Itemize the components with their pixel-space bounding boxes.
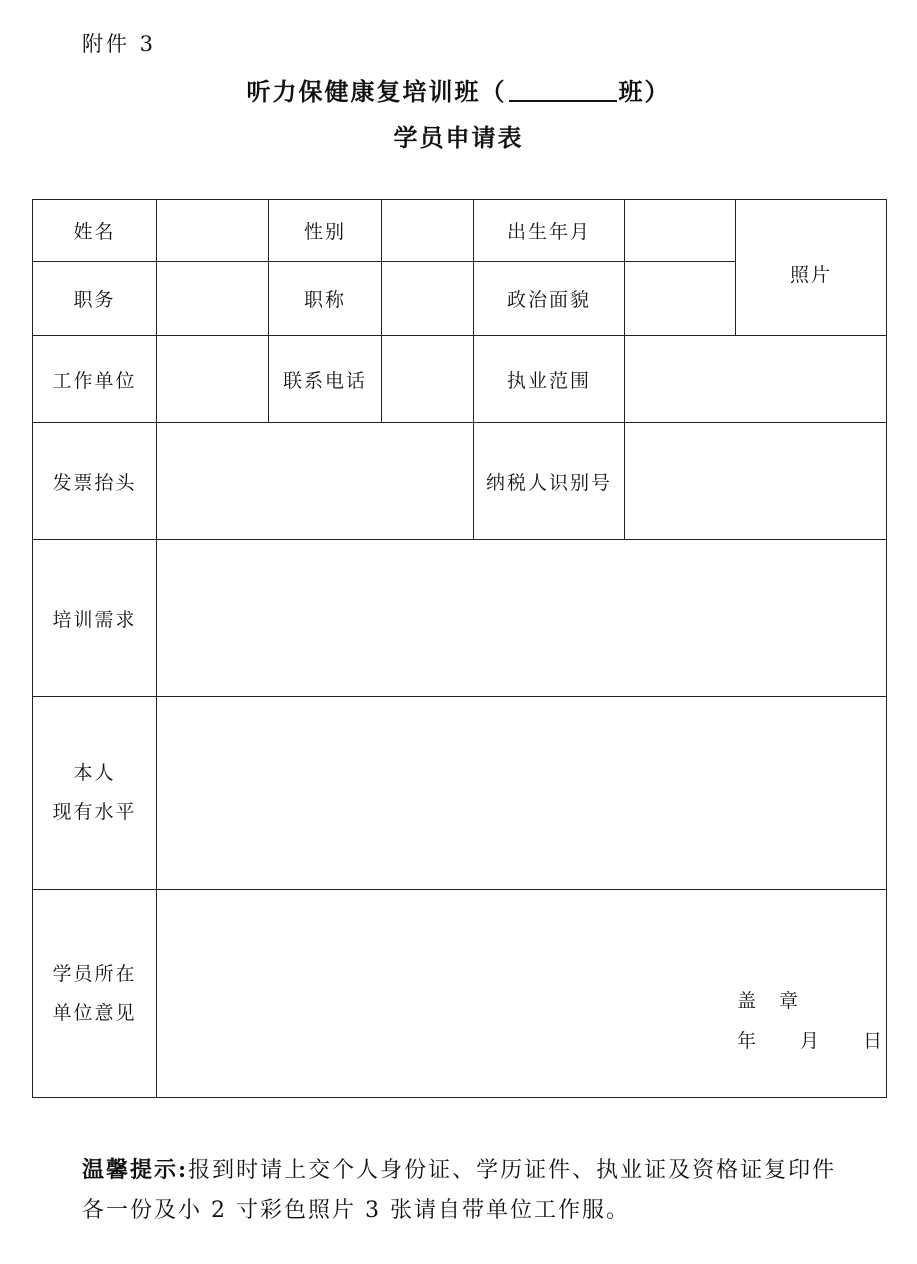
phone-label: 联系电话 [269,336,382,423]
current-level-label [33,697,157,890]
reminder-note [82,1150,852,1231]
work-unit-field[interactable] [157,336,269,423]
title-prefix: 听力保健康复培训班（ [246,77,507,106]
unit-opinion-label-line1: 学员所在 [52,962,137,985]
unit-opinion-label [33,890,157,1098]
practice-scope-field[interactable] [625,336,887,423]
current-level-label-line2: 现有水平 [52,801,137,823]
reminder-label: 温馨提示: [82,1157,189,1183]
invoice-title-label: 发票抬头 [33,423,157,540]
invoice-title-field[interactable] [157,423,474,540]
job-title-label: 职称 [269,262,382,336]
unit-opinion-field[interactable] [157,890,887,1098]
current-level-field[interactable] [157,697,887,890]
birth-field[interactable] [625,200,736,262]
position-label: 职务 [33,262,157,336]
title-suffix: 班） [618,77,671,106]
date-label: 年 月 日 [737,1030,885,1052]
current-level-label-line1: 本人 [73,762,116,784]
training-needs-label: 培训需求 [33,540,157,697]
unit-opinion-label-line2: 单位意见 [52,1001,137,1024]
application-form-table [32,199,887,1098]
form-subtitle: 学员申请表 [393,123,524,152]
birth-label: 出生年月 [474,200,625,262]
signature-block [157,890,886,1097]
form-title [0,72,917,107]
training-needs-field[interactable] [157,540,887,697]
tax-id-field[interactable] [625,423,887,540]
class-name-blank[interactable] [509,78,617,102]
gender-field[interactable] [382,200,474,262]
practice-scope-label: 执业范围 [474,336,625,423]
position-field[interactable] [157,262,269,336]
attachment-label: 附件 3 [82,32,157,56]
photo-cell[interactable]: 照片 [736,200,887,336]
political-status-field[interactable] [625,262,736,336]
name-label: 姓名 [33,200,157,262]
seal-label: 盖 章 [737,990,801,1012]
job-title-field[interactable] [382,262,474,336]
work-unit-label: 工作单位 [33,336,157,423]
reminder-text: 报到时请上交个人身份证、学历证件、执业证及资格证复印件各一份及小 2 寸彩色照片 3 张请自带单位工作服。 [82,1158,837,1223]
tax-id-label: 纳税人识别号 [474,423,625,540]
phone-field[interactable] [382,336,474,423]
political-status-label: 政治面貌 [474,262,625,336]
gender-label: 性别 [269,200,382,262]
name-field[interactable] [157,200,269,262]
